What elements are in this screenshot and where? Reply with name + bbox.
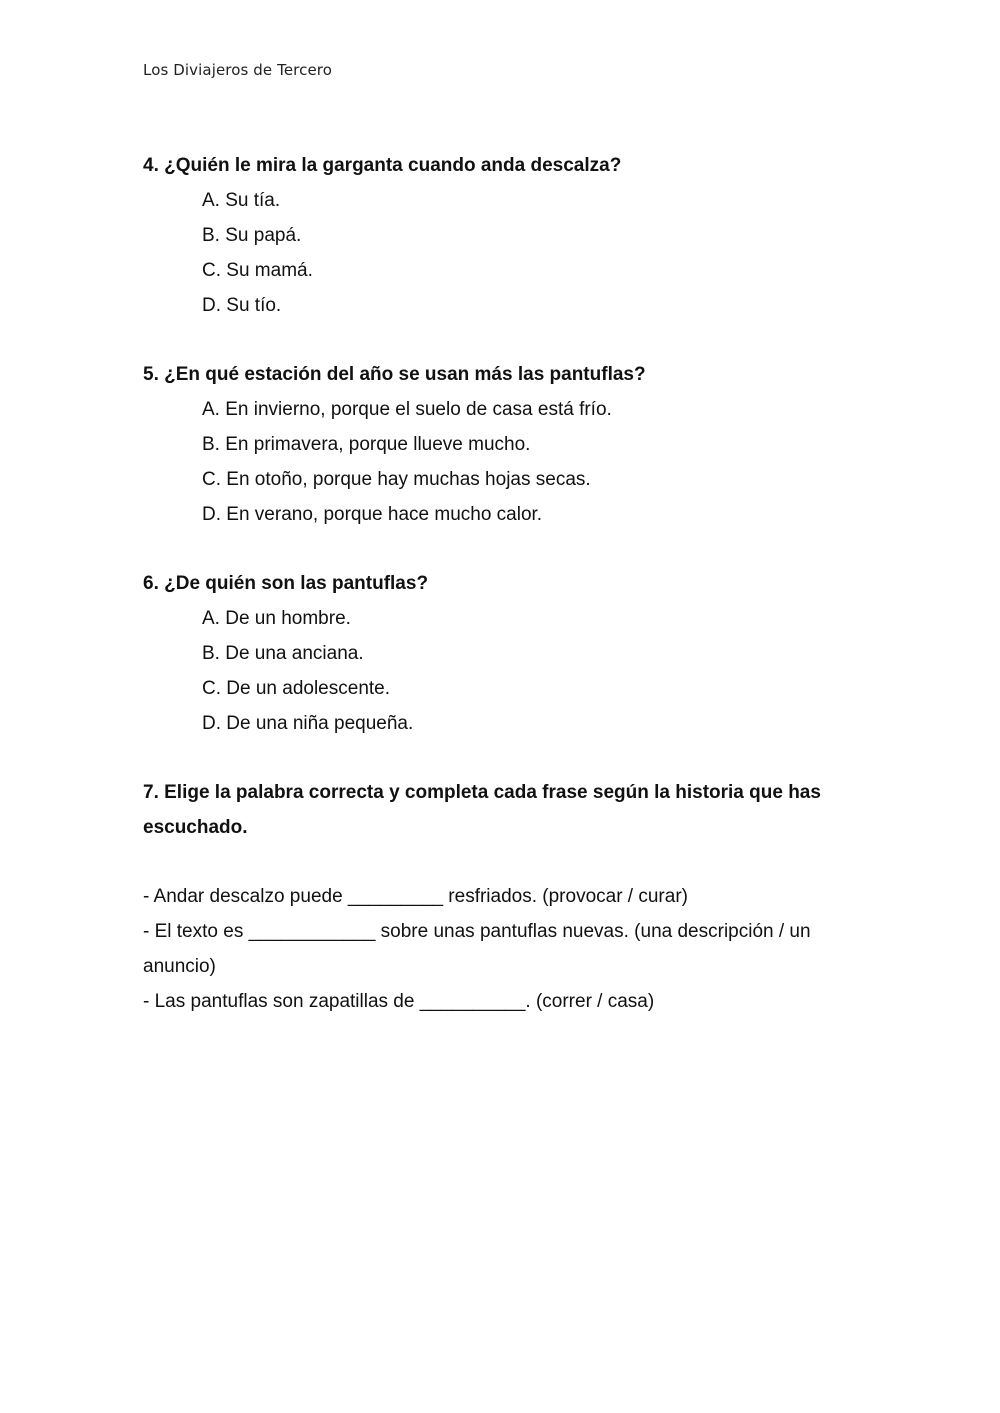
answer-option: C. Su mamá. [202,260,313,281]
answer-option: B. Su papá. [202,225,302,246]
answer-option: B. En primavera, porque llueve mucho. [202,434,531,455]
answer-options [202,183,863,323]
answer-option: D. Su tío. [202,295,282,316]
question-7 [143,775,863,1019]
question-title: 5. ¿En qué estación del año se usan más las pantuflas? [143,364,646,385]
answer-option: A. En invierno, porque el suelo de casa está frío. [202,399,612,420]
fill-in-sentence: - Las pantuflas son zapatillas de __________. (correr / casa) [143,991,655,1012]
answer-option: C. En otoño, porque hay muchas hojas secas. [202,469,591,490]
question-6 [143,566,863,741]
question-4 [143,148,863,323]
answer-option: A. Su tía. [202,190,281,211]
worksheet-content [143,148,863,1019]
answer-option: D. En verano, porque hace mucho calor. [202,504,543,525]
fill-in-sentence: - El texto es ____________ sobre unas pantuflas nuevas. (una descripción / un anuncio) [143,921,811,977]
answer-options [202,601,863,741]
page-header: Los Diviajeros de Tercero [143,61,332,79]
fill-in-sentence: - Andar descalzo puede _________ resfriados. (provocar / curar) [143,886,688,907]
question-title: 6. ¿De quién son las pantuflas? [143,573,429,594]
question-5 [143,357,863,532]
answer-option: B. De una anciana. [202,643,364,664]
answer-option: A. De un hombre. [202,608,351,629]
answer-options [202,392,863,532]
answer-option: C. De un adolescente. [202,678,391,699]
question-title: 4. ¿Quién le mira la garganta cuando anda descalza? [143,155,622,176]
answer-option: D. De una niña pequeña. [202,713,414,734]
question-title: 7. Elige la palabra correcta y completa cada frase según la historia que has escuchado. [143,782,821,838]
